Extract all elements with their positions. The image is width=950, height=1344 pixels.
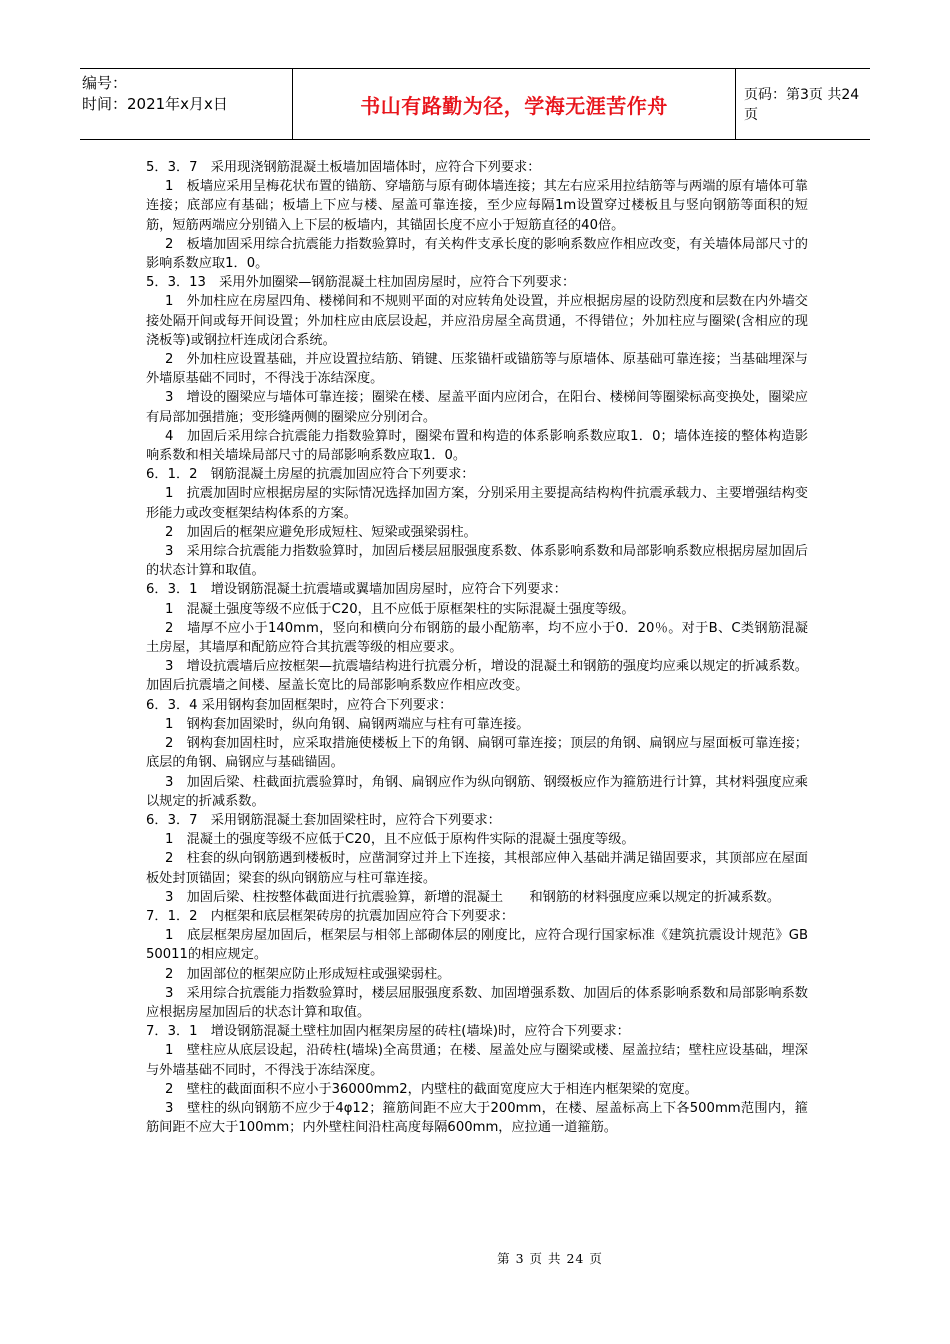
header-meta: [82, 73, 228, 115]
time-label: 时间：2021年x月x日: [82, 95, 228, 113]
paragraph-item: 1 抗震加固时应根据房屋的实际情况选择加固方案，分别采用主要提高结构构件抗震承载力、主要增强结构变形能力或改变框架结构体系的方案。: [146, 486, 808, 521]
paragraph-item: 3 增设的圈梁应与墙体可靠连接；圈梁在楼、屋盖平面内应闭合，在阳台、楼梯间等圈梁标高变换处，圈梁应有局部加强措施；变形缝两侧的圈梁应分别闭合。: [146, 390, 808, 425]
paragraph-item: 1 外加柱应在房屋四角、楼梯间和不规则平面的对应转角处设置，并应根据房屋的设防烈度和层数在内外墙交接处隔开间或每开间设置；外加柱应由底层设起，并应沿房屋全高贯通，不得错位；外加柱应与圈梁(含相应的现浇板等)或钢拉杆连成闭合系统。: [146, 294, 808, 348]
paragraph-item: 1 壁柱应从底层设起，沿砖柱(墙垛)全高贯通；在楼、屋盖处应与圈梁或楼、屋盖拉结；壁柱应设基础，埋深与外墙基础不同时，不得浅于冻结深度。: [146, 1043, 808, 1078]
paragraph-item: 1 板墙应采用呈梅花状布置的锚筋、穿墙筋与原有砌体墙连接；其左右应采用拉结筋等与两端的原有墙体可靠连接；底部应有基础；板墙上下应与楼、屋盖可靠连接，至少应每隔1m设置穿过楼板且与竖向钢筋等面积的短筋，短筋两端应分别锚入上下层的板墙内，其锚固长度不应小于短筋直径的40倍。: [146, 179, 808, 233]
paragraph-item: 2 柱套的纵向钢筋遇到楼板时，应凿洞穿过并上下连接，其根部应伸入基础并满足锚固要求，其顶部应在屋面板处封顶锚固；梁套的纵向钢筋应与柱可靠连接。: [146, 851, 808, 886]
paragraph-item: 3 加固后梁、柱按整体截面进行抗震验算，新增的混凝土 和钢筋的材料强度应乘以规定的折减系数。: [165, 889, 781, 905]
paragraph-item: 3 采用综合抗震能力指数验算时，加固后楼层屈服强度系数、体系影响系数和局部影响系数应根据房屋加固后的状态计算和取值。: [146, 544, 808, 579]
paragraph-item: 2 墙厚不应小于140mm，竖向和横向分布钢筋的最小配筋率，均不应小于0．20％。对于B、C类钢筋混凝土房屋，其墙厚和配筋应符合其抗震等级的相应要求。: [146, 620, 808, 656]
section-heading: 5．3．13 采用外加圈梁—钢筋混凝土柱加固房屋时，应符合下列要求：: [146, 275, 576, 291]
footer-page-number: 第 3 页 共 24 页: [497, 1251, 603, 1266]
paragraph-item: 4 加固后采用综合抗震能力指数验算时，圈梁布置和构造的体系影响系数应取1．0；墙体连接的整体构造影响系数和相关墙垛局部尺寸的局部影响系数应取1．0。: [146, 428, 808, 464]
header-motto: 书山有路勤为径，学海无涯苦作舟: [292, 69, 736, 139]
section-heading: 6．3．1 增设钢筋混凝土抗震墙或翼墙加固房屋时，应符合下列要求：: [146, 582, 567, 598]
section-heading: 6．3．7 采用钢筋混凝土套加固梁柱时，应符合下列要求：: [146, 812, 501, 828]
paragraph-item: 2 加固后的框架应避免形成短柱、短梁或强梁弱柱。: [165, 524, 477, 540]
paragraph-item: 2 板墙加固采用综合抗震能力指数验算时，有关构件支承长度的影响系数应作相应改变，有关墙体局部尺寸的影响系数应取1．0。: [146, 236, 808, 272]
section-heading: 5．3．7 采用现浇钢筋混凝土板墙加固墙体时，应符合下列要求：: [146, 160, 541, 175]
section-heading: 6．3．4 采用钢构套加固框架时，应符合下列要求：: [146, 697, 453, 713]
document-body: [146, 158, 808, 1137]
paragraph-item: 2 加固部位的框架应防止形成短柱或强梁弱柱。: [165, 966, 451, 982]
page-footer: [0, 1249, 950, 1267]
paragraph-item: 3 加固后梁、柱截面抗震验算时，角钢、扁钢应作为纵向钢筋、钢缀板应作为箍筋进行计算，其材料强度应乘以规定的折减系数。: [146, 774, 808, 809]
paragraph-item: 1 混凝土的强度等级不应低于C20，且不应低于原构件实际的混凝土强度等级。: [165, 832, 635, 848]
paragraph-item: 3 增设抗震墙后应按框架—抗震墙结构进行抗震分析，增设的混凝土和钢筋的强度均应乘以规定的折减系数。加固后抗震墙之间楼、屋盖长宽比的局部影响系数应作相应改变。: [146, 659, 808, 694]
page-header: [80, 68, 870, 140]
paragraph-item: 1 底层框架房屋加固后，框架层与相邻上部砌体层的刚度比，应符合现行国家标准《建筑抗震设计规范》GB 50011的相应规定。: [146, 928, 808, 963]
paragraph-item: 2 钢构套加固柱时，应采取措施使楼板上下的角钢、扁钢可靠连接；顶层的角钢、扁钢应与屋面板可靠连接；底层的角钢、扁钢应与基础锚固。: [146, 736, 808, 771]
paragraph-item: 2 壁柱的截面面积不应小于36000mm2，内壁柱的截面宽度应大于相连内框架梁的宽度。: [165, 1081, 698, 1097]
header-page-info: 页码：第3页 共24页: [744, 87, 860, 123]
section-heading: 7．3．1 增设钢筋混凝土壁柱加固内框架房屋的砖柱(墙垛)时，应符合下列要求：: [146, 1024, 630, 1040]
section-heading: 6．1．2 钢筋混凝土房屋的抗震加固应符合下列要求：: [146, 467, 475, 483]
paragraph-item: 3 采用综合抗震能力指数验算时，楼层屈服强度系数、加固增强系数、加固后的体系影响系数和局部影响系数应根据房屋加固后的状态计算和取值。: [146, 985, 808, 1020]
section-heading: 7．1．2 内框架和底层框架砖房的抗震加固应符合下列要求：: [146, 908, 515, 924]
paragraph-item: 3 壁柱的纵向钢筋不应少于4φ12；箍筋间距不应大于200mm，在楼、屋盖标高上下各500mm范围内，箍筋间距不应大于100mm；内外壁柱间沿柱高度每隔600mm，应拉通一道箍筋。: [146, 1100, 808, 1136]
paragraph-item: 1 钢构套加固梁时，纵向角钢、扁钢两端应与柱有可靠连接。: [165, 716, 530, 732]
number-label: 编号：: [82, 74, 128, 92]
paragraph-item: 2 外加柱应设置基础，并应设置拉结筋、销键、压浆锚杆或锚筋等与原墙体、原基础可靠连接；当基础埋深与外墙原基础不同时，不得浅于冻结深度。: [146, 352, 808, 387]
paragraph-item: 1 混凝土强度等级不应低于C20，且不应低于原框架柱的实际混凝土强度等级。: [165, 601, 635, 617]
